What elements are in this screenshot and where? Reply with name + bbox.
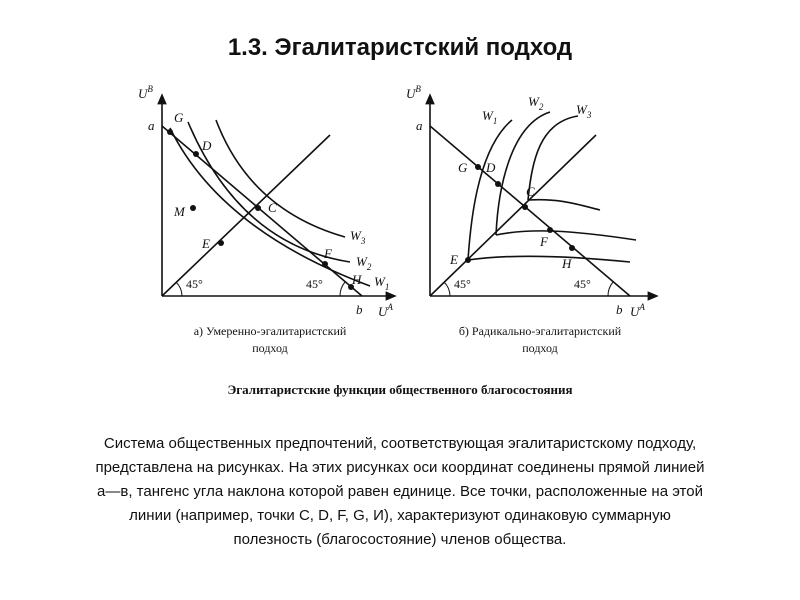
right-label-a: a (416, 118, 423, 133)
right-point-F (547, 227, 553, 233)
right-points (465, 164, 575, 263)
left-y-axis-label: $U^B$ (138, 84, 153, 101)
page-title: 1.3. Эгалитаристский подход (227, 34, 573, 61)
left-label-M: M (174, 204, 185, 219)
left-curve-w3 (216, 120, 345, 237)
right-label-w2: $W_2$ (528, 94, 544, 112)
right-angle-label-right: 45° (574, 277, 591, 291)
left-diagonal-45 (162, 135, 330, 296)
right-point-D (495, 181, 501, 187)
right-angle-arc-right (608, 282, 613, 296)
body-line: Система общественных предпочтений, соответствующая эгалитаристскому подходу, (103, 435, 697, 452)
left-curve-w2 (188, 122, 350, 262)
right-bottom-w3 (528, 200, 600, 210)
left-label-a: a (148, 118, 155, 133)
right-label-E: E (450, 252, 458, 267)
figure-caption: Эгалитаристские функции общественного благосостояния (227, 382, 573, 397)
right-y-axis-label: $U^B$ (406, 84, 421, 101)
right-x-axis-label: $U^A$ (630, 302, 645, 319)
left-label-D: D (202, 138, 212, 153)
left-label-w2: $W_2$ (356, 254, 372, 272)
left-point-E (218, 240, 224, 246)
left-x-axis-label: $U^A$ (378, 302, 393, 319)
welfare-diagram (130, 80, 670, 360)
left-point-F (322, 261, 328, 267)
right-line-a-b (430, 126, 630, 296)
left-angle-arc-right (340, 282, 345, 296)
right-curve-w2 (496, 112, 550, 235)
right-caption-line2: подход (522, 341, 558, 355)
right-point-G (475, 164, 481, 170)
body-line: полезность (благосостояние) членов общества. (233, 531, 567, 548)
body-line: представлена на рисунках. На этих рисунках оси координат соединены прямой линией (95, 459, 705, 476)
right-panel (430, 98, 654, 296)
right-curve-w3 (528, 116, 578, 200)
right-caption-line1: б) Радикально-эгалитаристский (458, 324, 622, 338)
left-caption-line2: подход (252, 341, 288, 355)
left-angle-arc-left (176, 282, 182, 296)
right-label-b: b (616, 302, 623, 317)
body-line: линии (например, точки C, D, F, G, И), характеризуют одинаковую суммарную (129, 507, 671, 524)
right-label-w1: $W_1$ (482, 108, 498, 126)
right-angle-label-left: 45° (454, 277, 471, 291)
left-label-b: b (356, 302, 363, 317)
right-diagonal-45 (430, 135, 596, 296)
right-label-D: D (486, 160, 496, 175)
right-label-G: G (458, 160, 468, 175)
body-line: а—в, тангенс угла наклона которой равен единице. Все точки, расположенные на этой (97, 483, 703, 500)
left-angle-label-left: 45° (186, 277, 203, 291)
right-label-C: C (526, 184, 535, 199)
left-labels (138, 84, 393, 355)
right-angle-arc-left (444, 282, 450, 296)
right-point-E (465, 257, 471, 263)
left-label-F: F (324, 246, 332, 261)
body-paragraph (30, 432, 770, 552)
left-points (167, 129, 354, 290)
left-label-w3: $W_3$ (350, 228, 366, 246)
left-point-G (167, 129, 173, 135)
right-labels (406, 84, 645, 355)
left-label-H: H (352, 272, 362, 287)
right-label-F: F (540, 234, 548, 249)
left-label-G: G (174, 110, 184, 125)
left-label-C: C (268, 200, 277, 215)
right-point-H (569, 245, 575, 251)
left-angle-label-right: 45° (306, 277, 323, 291)
left-label-w1: $W_1$ (374, 274, 390, 292)
left-point-M (190, 205, 196, 211)
right-label-w3: $W_3$ (576, 102, 592, 120)
right-label-H: H (562, 256, 572, 271)
right-point-C (522, 204, 528, 210)
left-label-E: E (202, 236, 210, 251)
left-point-D (193, 151, 199, 157)
left-point-C (255, 205, 261, 211)
left-caption-line1: а) Умеренно-эгалитаристский (193, 324, 347, 338)
right-bottom-w2 (496, 231, 636, 240)
right-bottom-w1 (468, 256, 630, 262)
